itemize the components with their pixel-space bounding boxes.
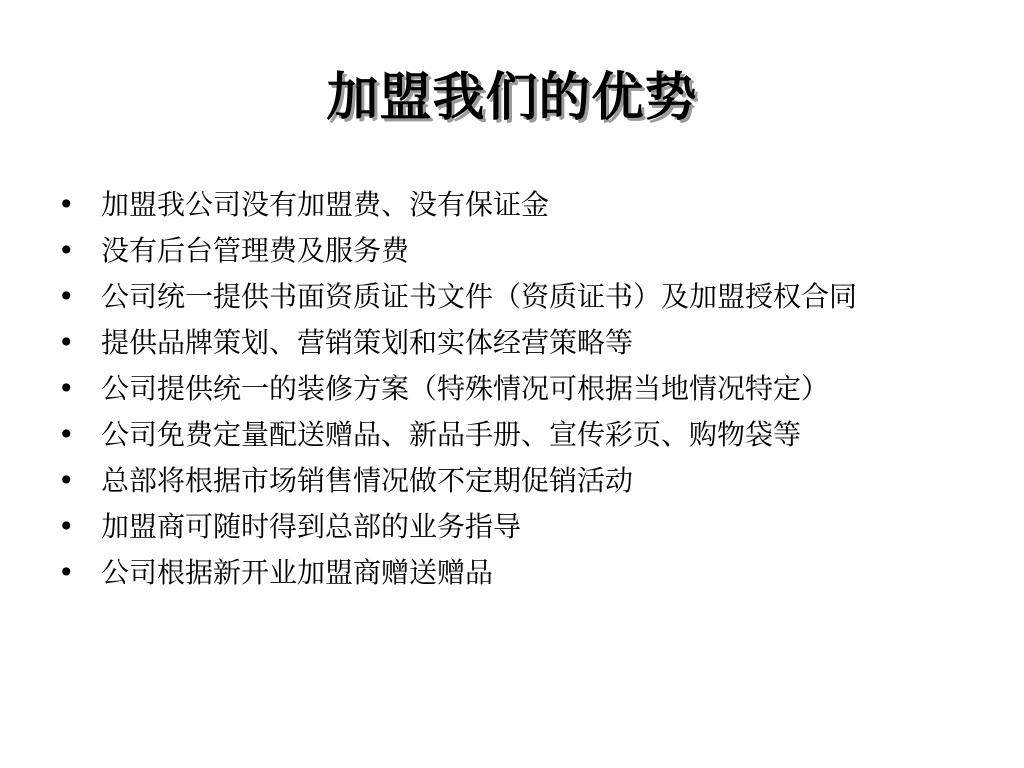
bullet-text: 公司免费定量配送赠品、新品手册、宣传彩页、购物袋等	[101, 418, 802, 451]
bullet-text: 总部将根据市场销售情况做不定期促销活动	[101, 464, 634, 497]
bullet-icon: •	[58, 510, 75, 543]
bullet-text: 提供品牌策划、营销策划和实体经营策略等	[101, 326, 634, 359]
bullet-item	[58, 462, 978, 500]
bullet-item	[58, 324, 978, 362]
bullet-list	[58, 186, 978, 600]
bullet-icon: •	[58, 326, 75, 359]
bullet-text: 公司根据新开业加盟商赠送赠品	[101, 556, 494, 589]
bullet-item	[58, 278, 978, 316]
bullet-text: 公司提供统一的装修方案（特殊情况可根据当地情况特定）	[101, 372, 830, 405]
slide-title: 加盟我们的优势	[326, 67, 698, 128]
bullet-text: 加盟商可随时得到总部的业务指导	[101, 510, 522, 543]
bullet-item	[58, 416, 978, 454]
bullet-item	[58, 186, 978, 224]
bullet-icon: •	[58, 556, 75, 589]
bullet-icon: •	[58, 280, 75, 313]
bullet-icon: •	[58, 464, 75, 497]
bullet-item	[58, 508, 978, 546]
bullet-icon: •	[58, 372, 75, 405]
bullet-icon: •	[58, 188, 75, 221]
bullet-text: 没有后台管理费及服务费	[101, 234, 410, 267]
bullet-text: 加盟我公司没有加盟费、没有保证金	[101, 188, 550, 221]
bullet-text: 公司统一提供书面资质证书文件（资质证书）及加盟授权合同	[101, 280, 858, 313]
bullet-item	[58, 370, 978, 408]
bullet-item	[58, 554, 978, 592]
bullet-icon: •	[58, 418, 75, 451]
bullet-item	[58, 232, 978, 270]
bullet-icon: •	[58, 234, 75, 267]
